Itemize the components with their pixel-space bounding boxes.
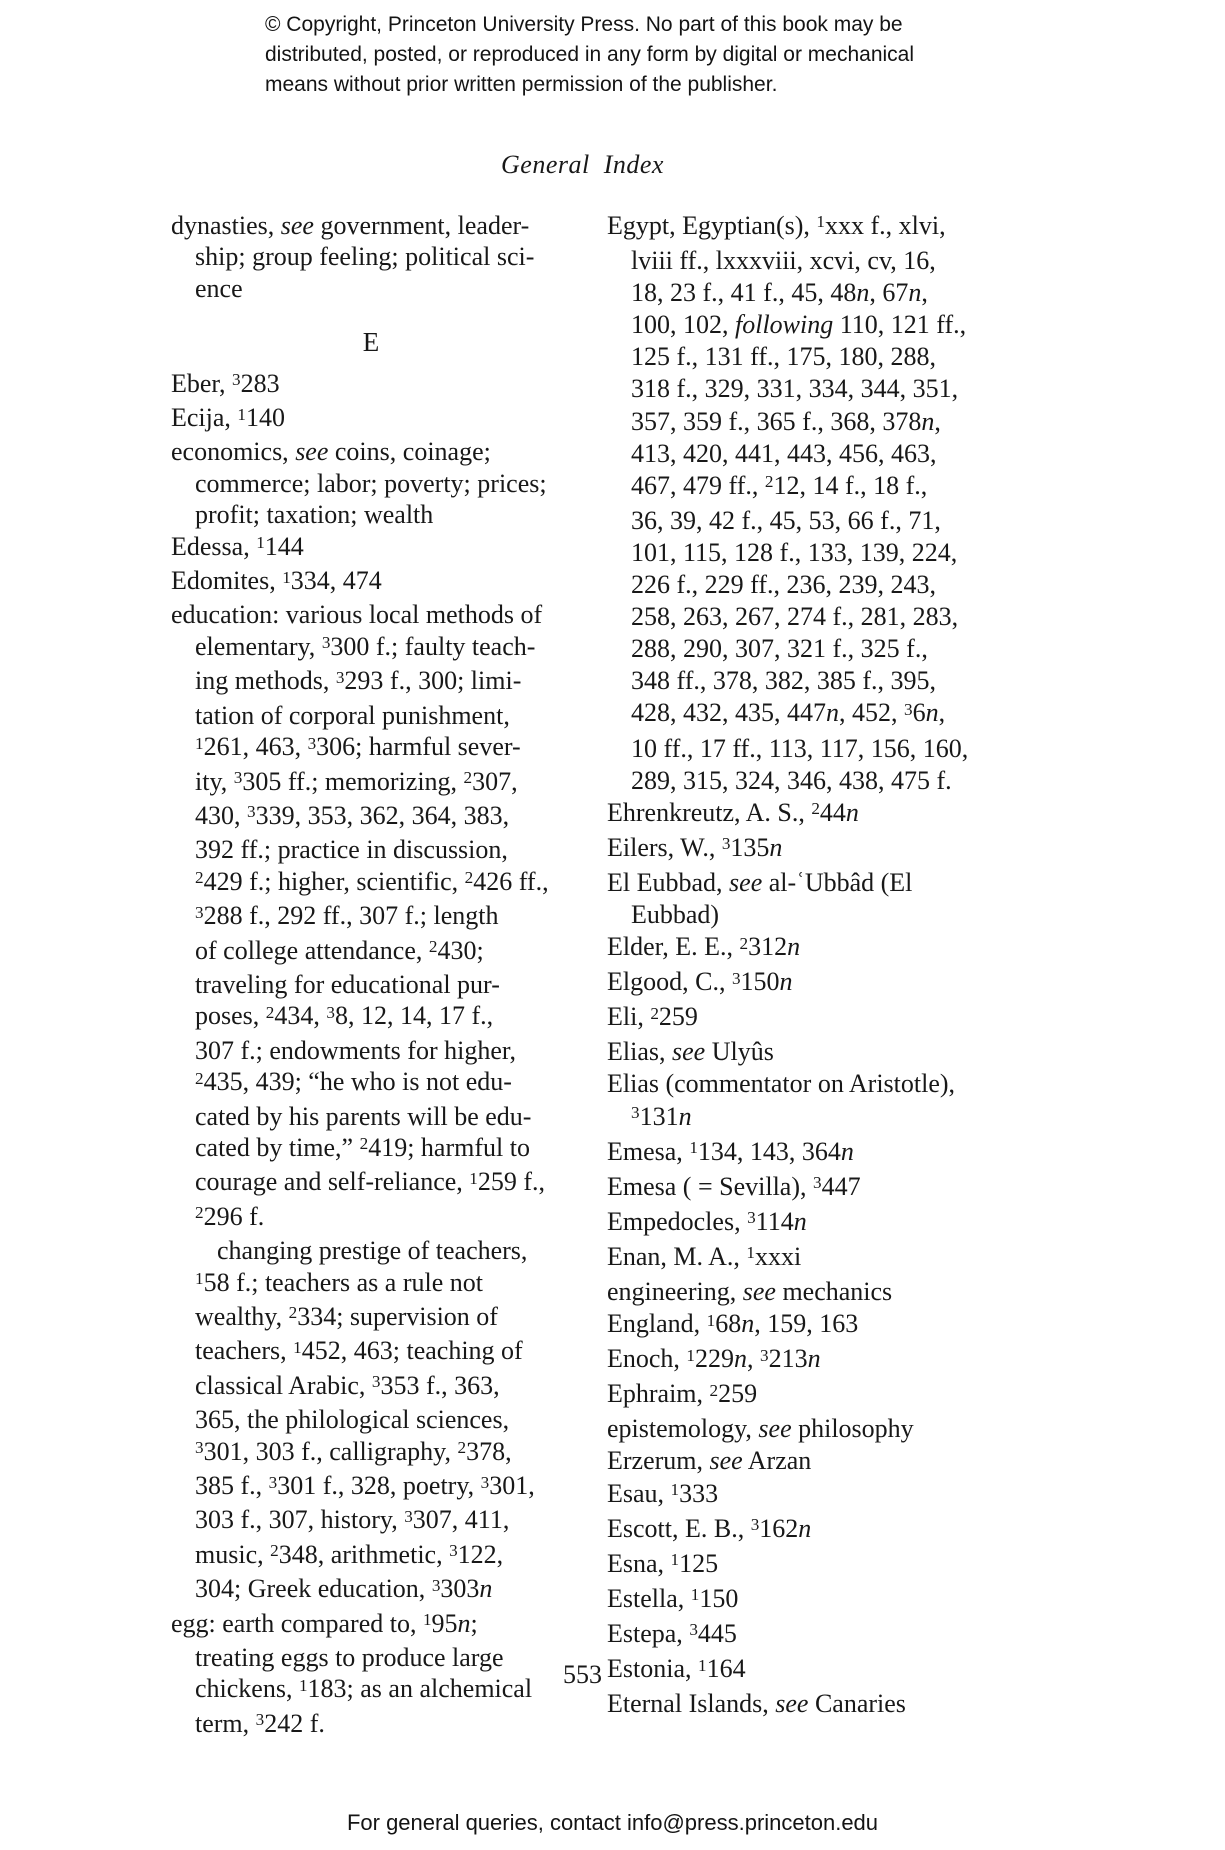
index-line: education: various local methods of bbox=[171, 600, 543, 630]
italic-text: n bbox=[678, 1101, 692, 1131]
index-line: Elias, see Ulyûs bbox=[607, 1037, 774, 1067]
index-line: Edomites, $^1$334, 474 bbox=[171, 566, 382, 596]
index-line: 289, 315, 324, 346, 438, 475 f. bbox=[631, 765, 952, 795]
italic-text: n bbox=[925, 698, 939, 728]
volume-superscript: 1 bbox=[686, 1345, 695, 1365]
index-line: Escott, E. B., $^3$162n bbox=[607, 1513, 812, 1543]
index-line: Eber, $^3$283 bbox=[171, 368, 280, 398]
italic-text: n bbox=[921, 406, 935, 436]
index-line: Eubbad) bbox=[631, 899, 720, 929]
index-line: 304; Greek education, $^3$303n bbox=[195, 1574, 493, 1604]
volume-superscript: 1 bbox=[670, 1480, 680, 1500]
volume-superscript: 3 bbox=[813, 1173, 822, 1193]
volume-superscript: 2 bbox=[650, 1003, 659, 1023]
volume-superscript: 3 bbox=[731, 968, 741, 988]
index-line: $^1$58 f.; teachers as a rule not bbox=[195, 1267, 483, 1297]
index-line: 348 ff., 378, 382, 385 f., 395, bbox=[631, 666, 937, 696]
index-line: teachers, $^1$452, 463; teaching of bbox=[195, 1336, 523, 1366]
index-line: wealthy, $^2$334; supervision of bbox=[195, 1302, 498, 1331]
index-line: El Eubbad, see al-ʿUbbâd (El bbox=[607, 867, 913, 897]
volume-superscript: 3 bbox=[404, 1506, 413, 1526]
index-line: 125 f., 131 ff., 175, 180, 288, bbox=[631, 342, 937, 372]
volume-superscript: 2 bbox=[195, 1203, 204, 1223]
index-line: Estella, $^1$150 bbox=[607, 1583, 739, 1613]
volume-superscript: 3 bbox=[689, 1620, 698, 1640]
volume-superscript: 2 bbox=[195, 1068, 204, 1088]
index-line: cated by time,” $^2$419; harmful to bbox=[195, 1132, 530, 1162]
volume-superscript: 3 bbox=[268, 1472, 278, 1492]
italic-text: see bbox=[758, 1414, 792, 1444]
index-line: 385 f., $^3$301 f., 328, poetry, $^3$301, bbox=[195, 1471, 535, 1501]
italic-text: see bbox=[775, 1689, 809, 1719]
volume-superscript: 2 bbox=[811, 799, 820, 819]
index-line: Enan, M. A., $^1$xxxi bbox=[607, 1241, 802, 1271]
volume-superscript: 3 bbox=[750, 1515, 760, 1535]
volume-superscript: 3 bbox=[195, 1438, 204, 1458]
volume-superscript: 1 bbox=[195, 1269, 204, 1289]
index-line: ity, $^3$305 ff.; memorizing, $^2$307, bbox=[195, 766, 518, 796]
index-line: $^3$131n bbox=[631, 1101, 692, 1131]
volume-superscript: 1 bbox=[293, 1337, 302, 1357]
italic-text: n bbox=[779, 967, 793, 997]
index-line: 365, the philological sciences, bbox=[195, 1405, 510, 1435]
index-line: Emesa ( = Sevilla), $^3$447 bbox=[607, 1171, 861, 1201]
volume-superscript: 2 bbox=[428, 937, 438, 957]
volume-superscript: 2 bbox=[463, 767, 473, 787]
index-line: egg: earth compared to, $^1$95n; bbox=[171, 1608, 478, 1638]
italic-text: see bbox=[742, 1277, 776, 1306]
index-line: Elias (commentator on Aristotle), bbox=[607, 1069, 956, 1099]
index-line: Estepa, $^3$445 bbox=[607, 1618, 737, 1648]
index-line: 18, 23 f., 41 f., 45, 48n, 67n, bbox=[631, 278, 928, 308]
italic-text: n bbox=[734, 1344, 747, 1374]
index-line: changing prestige of teachers, bbox=[217, 1236, 528, 1266]
index-line: Empedocles, $^3$114n bbox=[607, 1206, 807, 1236]
index-line: commerce; labor; poverty; prices; bbox=[195, 468, 547, 498]
index-line: Elgood, C., $^3$150n bbox=[607, 967, 793, 997]
index-line: Estonia, $^1$164 bbox=[607, 1654, 746, 1684]
index-line: profit; taxation; wealth bbox=[195, 500, 434, 530]
volume-superscript: 2 bbox=[288, 1303, 298, 1323]
index-line: $^2$296 f. bbox=[195, 1201, 265, 1231]
volume-superscript: 3 bbox=[371, 1372, 381, 1392]
italic-text: n bbox=[807, 1344, 821, 1374]
volume-superscript: 3 bbox=[307, 733, 317, 753]
index-line: $^3$288 f., 292 ff., 307 f.; length bbox=[195, 901, 499, 931]
volume-superscript: 2 bbox=[709, 1380, 719, 1400]
copyright-line: means without prior written permission of the publisher. bbox=[265, 73, 778, 96]
volume-superscript: 2 bbox=[764, 472, 774, 492]
index-line: engineering, see mechanics bbox=[607, 1277, 893, 1306]
index-line: chickens, $^1$183; as an alchemical bbox=[195, 1674, 533, 1704]
volume-superscript: 2 bbox=[464, 868, 474, 888]
index-column-left bbox=[171, 210, 601, 1742]
index-line: Eli, $^2$259 bbox=[607, 1002, 698, 1032]
volume-superscript: 2 bbox=[265, 1002, 275, 1022]
volume-superscript: 2 bbox=[739, 933, 749, 953]
index-line: $^1$261, 463, $^3$306; harmful sever- bbox=[195, 732, 521, 762]
volume-superscript: 1 bbox=[690, 1585, 700, 1605]
volume-superscript: 3 bbox=[321, 633, 331, 653]
index-line: treating eggs to produce large bbox=[195, 1643, 504, 1673]
volume-superscript: 3 bbox=[431, 1575, 441, 1595]
italic-text: n bbox=[798, 1513, 812, 1543]
volume-superscript: 3 bbox=[449, 1541, 458, 1561]
italic-text: n bbox=[793, 1206, 807, 1236]
index-line: Egypt, Egyptian(s), $^1$xxx f., xlvi, bbox=[607, 211, 946, 240]
volume-superscript: 3 bbox=[247, 802, 256, 822]
volume-superscript: 1 bbox=[706, 1310, 716, 1330]
italic-text: see bbox=[672, 1037, 706, 1067]
italic-text: see bbox=[280, 211, 314, 240]
index-line: 392 ff.; practice in discussion, bbox=[195, 835, 508, 865]
index-line: elementary, $^3$300 f.; faulty teach- bbox=[195, 631, 536, 661]
index-line: of college attendance, $^2$430; bbox=[195, 935, 484, 965]
index-line: 357, 359 f., 365 f., 368, 378n, bbox=[631, 406, 941, 436]
index-line: Emesa, $^1$134, 143, 364n bbox=[607, 1136, 854, 1166]
volume-superscript: 1 bbox=[746, 1243, 755, 1263]
index-line: dynasties, see government, leader- bbox=[171, 211, 530, 240]
volume-superscript: 3 bbox=[233, 767, 243, 787]
index-line: 303 f., 307, history, $^3$307, 411, bbox=[195, 1505, 510, 1535]
volume-superscript: 2 bbox=[359, 1134, 369, 1154]
index-line: ing methods, $^3$293 f., 300; limi- bbox=[195, 666, 522, 696]
index-line: courage and self-reliance, $^1$259 f., bbox=[195, 1167, 546, 1197]
italic-text: n bbox=[840, 1136, 854, 1166]
volume-superscript: 3 bbox=[904, 699, 913, 719]
index-line: 10 ff., 17 ff., 113, 117, 156, 160, bbox=[631, 733, 969, 763]
index-line: ence bbox=[195, 273, 243, 303]
italic-text: see bbox=[729, 867, 763, 897]
volume-superscript: 1 bbox=[670, 1550, 680, 1570]
footer-contact-note: For general queries, contact info@press.princeton.edu bbox=[346, 1810, 879, 1835]
page-number: 553 bbox=[563, 1660, 602, 1689]
italic-text: n bbox=[908, 278, 922, 308]
italic-text: following bbox=[735, 310, 834, 340]
volume-superscript: 1 bbox=[422, 1610, 432, 1630]
index-line: $^2$429 f.; higher, scientific, $^2$426 ff., bbox=[195, 866, 549, 896]
volume-superscript: 3 bbox=[721, 834, 731, 854]
volume-superscript: 3 bbox=[326, 1002, 335, 1022]
volume-superscript: 2 bbox=[195, 868, 204, 888]
index-line: music, $^2$348, arithmetic, $^3$122, bbox=[195, 1539, 504, 1569]
index-line: 430, $^3$339, 353, 362, 364, 383, bbox=[195, 800, 510, 830]
volume-superscript: 2 bbox=[270, 1541, 279, 1561]
index-line: Enoch, $^1$229n, $^3$213n bbox=[607, 1344, 821, 1374]
index-line: 100, 102, following 110, 121 ff., bbox=[631, 310, 967, 340]
volume-superscript: 1 bbox=[689, 1138, 698, 1158]
index-line: Edessa, $^1$144 bbox=[171, 531, 304, 561]
index-line: epistemology, see philosophy bbox=[607, 1414, 914, 1444]
page-title: General Index bbox=[501, 150, 664, 179]
italic-text: n bbox=[479, 1574, 493, 1604]
volume-superscript: 1 bbox=[282, 567, 291, 587]
volume-superscript: 3 bbox=[195, 902, 204, 922]
italic-text: see bbox=[709, 1446, 743, 1476]
index-line: England, $^1$68n, 159, 163 bbox=[607, 1309, 859, 1339]
volume-superscript: 1 bbox=[698, 1655, 707, 1675]
index-line: Ecija, $^1$140 bbox=[171, 403, 285, 433]
italic-text: see bbox=[295, 437, 329, 467]
index-line: cated by his parents will be edu- bbox=[195, 1101, 532, 1131]
index-line: 36, 39, 42 f., 45, 53, 66 f., 71, bbox=[631, 505, 941, 535]
index-line: 467, 479 ff., $^2$12, 14 f., 18 f., bbox=[631, 470, 928, 500]
index-line: term, $^3$242 f. bbox=[195, 1708, 325, 1738]
index-line: classical Arabic, $^3$353 f., 363, bbox=[195, 1370, 500, 1400]
index-line: 428, 432, 435, 447n, 452, $^3$6n, bbox=[631, 698, 946, 728]
index-line: $^3$301, 303 f., calligraphy, $^2$378, bbox=[195, 1436, 512, 1466]
index-line: 288, 290, 307, 321 f., 325 f., bbox=[631, 634, 928, 664]
index-line: Ephraim, $^2$259 bbox=[607, 1379, 758, 1409]
italic-text: n bbox=[769, 832, 783, 862]
volume-superscript: 1 bbox=[469, 1168, 478, 1188]
index-column-right bbox=[607, 210, 1057, 1720]
copyright-line: © Copyright, Princeton University Press. No part of this book may be bbox=[265, 13, 903, 36]
index-line: economics, see coins, coinage; bbox=[171, 437, 491, 467]
italic-text: n bbox=[826, 698, 839, 728]
volume-superscript: 3 bbox=[747, 1208, 756, 1228]
volume-superscript: 1 bbox=[298, 1675, 308, 1695]
copyright-line: distributed, posted, or reproduced in any form by digital or mechanical bbox=[265, 43, 915, 66]
italic-text: n bbox=[457, 1608, 471, 1638]
index-line: 318 f., 329, 331, 334, 344, 351, bbox=[631, 374, 959, 404]
copyright-notice bbox=[265, 10, 914, 100]
italic-text: n bbox=[787, 932, 801, 962]
index-line: 413, 420, 441, 443, 456, 463, bbox=[631, 438, 937, 468]
volume-superscript: 1 bbox=[816, 212, 825, 232]
section-heading: E bbox=[362, 327, 380, 358]
volume-superscript: 3 bbox=[480, 1472, 490, 1492]
italic-text: n bbox=[845, 797, 859, 827]
volume-superscript: 3 bbox=[232, 370, 241, 390]
index-line: poses, $^2$434, $^3$8, 12, 14, 17 f., bbox=[195, 1001, 494, 1031]
volume-superscript: 1 bbox=[237, 404, 246, 424]
index-line: ship; group feeling; political sci- bbox=[195, 242, 535, 272]
volume-superscript: 2 bbox=[457, 1438, 467, 1458]
volume-superscript: 1 bbox=[195, 733, 204, 753]
index-line: traveling for educational pur- bbox=[195, 969, 500, 999]
index-line: 226 f., 229 ff., 236, 239, 243, bbox=[631, 570, 937, 600]
index-line: Eilers, W., $^3$135n bbox=[607, 832, 783, 862]
volume-superscript: 3 bbox=[255, 1710, 265, 1730]
index-line: Esna, $^1$125 bbox=[607, 1548, 719, 1578]
index-line: tation of corporal punishment, bbox=[195, 700, 510, 730]
index-line: 101, 115, 128 f., 133, 139, 224, bbox=[631, 537, 958, 567]
index-line: $^2$435, 439; “he who is not edu- bbox=[195, 1067, 512, 1097]
index-line: Elder, E. E., $^2$312n bbox=[607, 932, 801, 962]
index-line: Eternal Islands, see Canaries bbox=[607, 1689, 906, 1719]
index-line: Erzerum, see Arzan bbox=[607, 1446, 812, 1476]
volume-superscript: 1 bbox=[256, 533, 265, 553]
italic-text: n bbox=[741, 1309, 755, 1339]
volume-superscript: 3 bbox=[335, 667, 345, 687]
index-line: lviii ff., lxxxviii, xcvi, cv, 16, bbox=[631, 246, 936, 276]
italic-text: n bbox=[856, 278, 870, 308]
index-line: 307 f.; endowments for higher, bbox=[195, 1035, 517, 1065]
volume-superscript: 3 bbox=[760, 1345, 769, 1365]
index-line: 258, 263, 267, 274 f., 281, 283, bbox=[631, 602, 959, 632]
index-line: Ehrenkreutz, A. S., $^2$44n bbox=[607, 797, 859, 827]
volume-superscript: 3 bbox=[631, 1103, 640, 1123]
index-line: Esau, $^1$333 bbox=[607, 1478, 719, 1508]
